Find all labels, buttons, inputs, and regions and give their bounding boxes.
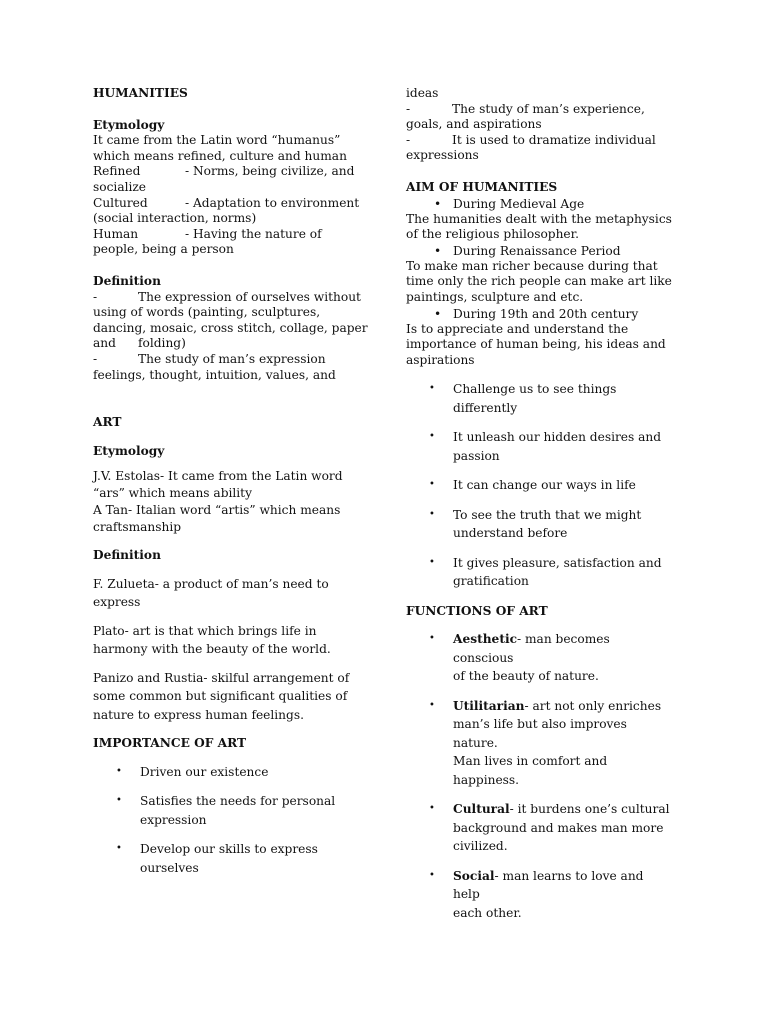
art-title: ART (93, 415, 122, 430)
def3-text: goals, and aspirations (406, 117, 542, 132)
art-definition-heading: Definition (93, 548, 161, 563)
list-item-text: Man lives in comfort and happiness. (453, 754, 608, 787)
list-item (406, 506, 672, 543)
list-item-text: ourselves (140, 860, 199, 875)
list-item-text: Satisfies the needs for personal (140, 794, 336, 809)
refined-row (93, 164, 359, 180)
panizo-text: Panizo and Rustia- skilful arrangement of (93, 670, 350, 685)
cultured-term: Cultured (93, 195, 148, 210)
function-term: Aesthetic (453, 632, 517, 647)
list-item-text: Social- man learns to love and help (453, 868, 644, 902)
humanities-title: HUMANITIES (93, 86, 188, 100)
def1-dash: - (93, 289, 98, 304)
list-item-text: understand before (453, 526, 568, 541)
bullet-icon: • (116, 843, 122, 855)
function-term: Cultural (453, 802, 510, 817)
list-item-text: Driven our existence (140, 764, 269, 779)
plato-text: harmony with the beauty of the world. (93, 642, 331, 657)
def1-text: and (93, 336, 116, 351)
list-item-text: Aesthetic- man becomes conscious (453, 632, 610, 665)
list-item-text: Develop our skills to express (140, 842, 318, 857)
plato-text: Plato- art is that which brings life in (93, 623, 317, 638)
refined-term: Refined (93, 164, 141, 179)
def1-text: The expression of ourselves without (138, 289, 361, 304)
aim-text: paintings, sculpture and etc. (406, 289, 584, 304)
list-item (406, 800, 672, 856)
def4-text: It is used to dramatize individual (452, 132, 656, 147)
def1-row-end (93, 336, 359, 352)
left-column (93, 86, 368, 888)
list-item (406, 380, 672, 417)
cultured-row (93, 196, 359, 212)
def3-row (406, 102, 672, 118)
list-item-text: Challenge us to see things (453, 382, 617, 397)
aim-text: of the religious philosopher. (406, 227, 580, 242)
refined-desc-cont: socialize (93, 179, 147, 194)
zulueta-text: express (93, 595, 141, 610)
human-desc: - Having the nature of (185, 226, 322, 241)
human-desc-cont: people, being a person (93, 242, 234, 257)
list-item-text: It gives pleasure, satisfaction and (453, 555, 662, 570)
def1-row (93, 290, 359, 306)
aim-text: The humanities dealt with the metaphysics (406, 211, 672, 226)
art-etymology-text: A Tan- Italian word “artis” which means (93, 503, 341, 518)
list-item (93, 763, 359, 782)
list-item-text: each other. (453, 905, 522, 920)
aim-text: Is to appreciate and understand the (406, 321, 629, 336)
def3-dash: - (406, 101, 411, 116)
list-item (93, 840, 359, 877)
bullet-icon: • (429, 633, 435, 645)
list-item-text: To see the truth that we might (453, 507, 642, 522)
bullet-icon: • (429, 479, 435, 491)
art-etymology-text: “ars” which means ability (93, 486, 252, 501)
def2-row (93, 352, 359, 368)
importance-title: IMPORTANCE OF ART (93, 736, 247, 751)
list-item-text: gratification (453, 574, 529, 589)
aim-period-medieval (406, 196, 672, 212)
def2-dash: - (93, 351, 98, 366)
def4-text: expressions (406, 148, 479, 163)
functions-title: FUNCTIONS OF ART (406, 603, 548, 618)
aim-title: AIM OF HUMANITIES (406, 179, 558, 194)
list-item-text: man’s life but also improves nature. (453, 717, 627, 750)
bullet-icon: • (429, 431, 435, 443)
def1-text: using of words (painting, sculptures, (93, 305, 321, 320)
def1-text: dancing, mosaic, cross stitch, collage, paper (93, 320, 368, 335)
def3-text: The study of man’s experience, (452, 101, 645, 116)
bullet-icon: • (116, 795, 122, 807)
panizo-text: some common but significant qualities of (93, 689, 348, 704)
list-item-text: passion (453, 448, 500, 463)
bullet-icon: • (429, 508, 435, 520)
function-term: Utilitarian (453, 698, 525, 713)
aim-period-label: During Renaissance Period (453, 243, 621, 258)
human-row (93, 227, 359, 243)
def4-row (406, 133, 672, 149)
refined-desc: - Norms, being civilize, and (185, 164, 355, 179)
list-item (406, 428, 672, 465)
list-item-text: Cultural- it burdens one’s cultural (453, 802, 670, 817)
aim-text: time only the rich people can make art like (406, 274, 672, 289)
functions-list (406, 630, 672, 922)
bullet-icon: • (429, 556, 435, 568)
aim-period-label: During 19th and 20th century (453, 306, 639, 321)
bullet-icon: • (116, 765, 122, 777)
list-item-text: It unleash our hidden desires and (453, 430, 662, 445)
list-item (406, 630, 672, 686)
def2-text: The study of man’s expression (138, 351, 326, 366)
aim-text: To make man richer because during that (406, 258, 658, 273)
aim-list (406, 380, 672, 591)
bullet-icon: • (429, 383, 435, 395)
importance-list (93, 763, 359, 878)
aim-text: aspirations (406, 352, 475, 367)
def1-text: folding) (138, 336, 186, 351)
list-item-text: background and makes man more (453, 820, 664, 835)
cultured-desc: - Adaptation to environment (185, 195, 360, 210)
bullet-icon: • (429, 803, 435, 815)
list-item-text: expression (140, 812, 207, 827)
aim-text: importance of human being, his ideas and (406, 337, 666, 352)
right-column (406, 86, 672, 933)
human-term: Human (93, 226, 139, 241)
zulueta-text: F. Zulueta- a product of man’s need to (93, 576, 329, 591)
list-item-text: Utilitarian- art not only enriches (453, 698, 662, 713)
art-etymology-text: J.V. Estolas- It came from the Latin word (93, 469, 343, 484)
list-item (406, 554, 672, 591)
list-item-text: It can change our ways in life (453, 478, 636, 493)
etymology-heading: Etymology (93, 117, 165, 132)
list-item (406, 476, 672, 495)
list-item-text: of the beauty of nature. (453, 669, 599, 684)
etymology-text: It came from the Latin word “humanus” (93, 133, 341, 148)
art-etymology-text: craftsmanship (93, 520, 182, 535)
list-item (93, 792, 359, 829)
bullet-icon: • (434, 243, 442, 258)
list-item-text: civilized. (453, 839, 508, 854)
ideas-text: ideas (406, 86, 439, 100)
bullet-icon: • (429, 699, 435, 711)
list-item-text: differently (453, 400, 518, 415)
panizo-text: nature to express human feelings. (93, 707, 304, 722)
def4-dash: - (406, 132, 411, 147)
aim-period-renaissance (406, 243, 672, 259)
cultured-desc-cont: (social interaction, norms) (93, 211, 257, 226)
etymology-text: which means refined, culture and human (93, 148, 347, 163)
bullet-icon: • (429, 869, 435, 881)
list-item (406, 867, 672, 923)
art-etymology-heading: Etymology (93, 443, 165, 458)
bullet-icon: • (434, 306, 442, 321)
aim-period-label: During Medieval Age (453, 196, 585, 211)
definition-heading: Definition (93, 273, 161, 288)
list-item (406, 697, 672, 790)
def2-text: feelings, thought, intuition, values, and (93, 367, 336, 382)
bullet-icon: • (434, 196, 442, 211)
function-term: Social (453, 868, 495, 883)
aim-period-modern (406, 306, 672, 322)
